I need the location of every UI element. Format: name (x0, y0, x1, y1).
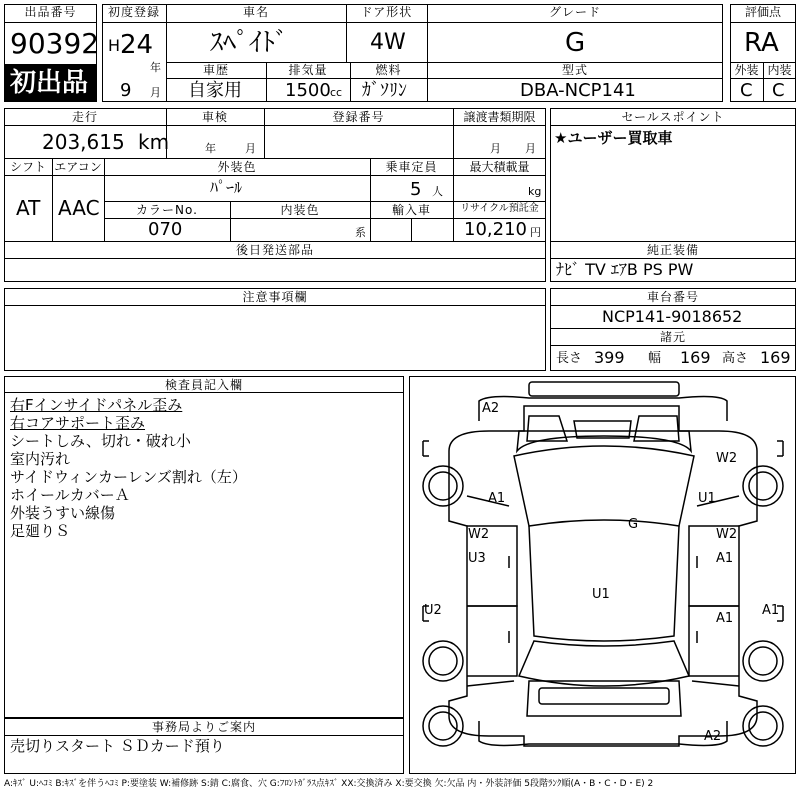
km-unit: km (138, 130, 170, 154)
kei-unit: 系 (355, 226, 366, 239)
sales-point: ★ユーザー買取車 (554, 129, 673, 147)
length-label: 長さ (556, 351, 583, 366)
aircon: AAC (58, 196, 100, 220)
reg-month: 9 (120, 80, 132, 101)
kg-unit: kg (528, 185, 542, 198)
fuel: ｶﾞｿﾘﾝ (362, 80, 407, 101)
damage-left-front-fender: A1 (488, 491, 506, 506)
car-name: ｽﾍﾟｲﾄﾞ (210, 28, 289, 58)
int-color-label: 内装色 (280, 203, 320, 217)
inspector-note-line: サイドウィンカーレンズ割れ（左） (10, 468, 247, 486)
height-label: 高さ (722, 351, 749, 366)
transfer-month-unit: 月 (490, 142, 501, 155)
reg-year: 24 (120, 30, 154, 60)
displacement: 1500 (285, 80, 331, 101)
grade-label: グレード (548, 5, 601, 19)
damage-roof: U1 (592, 587, 610, 602)
damage-right-front-fender: U1 (698, 491, 716, 506)
inspector-label: 検査員記入欄 (164, 378, 243, 392)
car-diagram (409, 376, 796, 774)
interior-label: 内装 (767, 63, 792, 77)
damage-right-front-door: A1 (716, 551, 734, 566)
mileage: 203,615 (42, 130, 125, 154)
rating: RA (744, 28, 779, 58)
era: H (108, 36, 121, 55)
capacity-label: 乗車定員 (385, 160, 438, 174)
displacement-label: 排気量 (288, 63, 328, 77)
lot-number: 90392 (10, 27, 100, 60)
specs-label: 諸元 (659, 330, 686, 344)
first-reg-label: 初度登録 (107, 5, 160, 19)
genuine-equip: ﾅﾋﾞ TV ｴｱB PS PW (556, 260, 694, 279)
grade: G (565, 28, 586, 58)
color-no-label: カラーNo. (136, 203, 198, 217)
fuel-label: 燃料 (375, 63, 402, 77)
inspector-note-line: 右Fインサイドパネル歪み (10, 396, 183, 414)
width: 169 (680, 348, 711, 367)
month-unit: 月 (150, 86, 161, 99)
later-parts-label: 後日発送部品 (235, 243, 314, 257)
car-name-label: 車名 (242, 5, 269, 19)
interior-score: C (772, 80, 785, 101)
max-load-label: 最大積載量 (469, 160, 530, 174)
ext-color-label: 外装色 (217, 160, 257, 174)
length: 399 (594, 348, 625, 367)
sales-point-label: セールスポイント (621, 110, 725, 124)
model-code-label: 型式 (561, 63, 588, 77)
history: 自家用 (188, 80, 242, 101)
shift-label: シフト (9, 160, 46, 174)
transfer-doc-label: 譲渡書類期限 (463, 110, 536, 124)
reg-no-label: 登録番号 (332, 110, 385, 124)
damage-bonnet: G (628, 517, 639, 532)
recycle: 10,210 (464, 219, 527, 240)
rating-label: 評価点 (744, 5, 781, 19)
color-no: 070 (148, 219, 183, 240)
exterior-label: 外装 (734, 63, 759, 77)
chassis-no-label: 車台番号 (646, 290, 699, 304)
legend: A:ｷｽﾞ U:ﾍｺﾐ B:ｷｽﾞを伴うﾍｺﾐ P:要塗装 W:補修跡 S:錆 C:腐食、穴 G:ﾌﾛﾝﾄｶﾞﾗｽ点ｷｽﾞ XX:交換済み X:要交換 欠:欠品 内・外装評価 5段階ﾗﾝｸ順(A・B・C・D・E) 2 (4, 779, 654, 789)
mileage-label: 走行 (71, 110, 98, 124)
recycle-label: リサイクル預託金 (460, 203, 539, 214)
inspector-note-line: 右コアサポート歪み (10, 414, 146, 432)
inspector-note-line: 室内汚れ (10, 450, 71, 468)
transfer-day-unit: 月 (525, 142, 536, 155)
damage-right-rear-quarter: A1 (762, 603, 780, 618)
damage-right-front-wheel: W2 (716, 451, 738, 466)
cc-unit: cc (330, 86, 343, 99)
aircon-label: エアコン (54, 160, 102, 174)
import-label: 輸入車 (391, 203, 431, 217)
damage-left-front-door: U3 (468, 551, 486, 566)
inspector-note-line: 足廻りＳ (10, 522, 71, 540)
damage-front-bumper: A2 (482, 401, 500, 416)
office-note: 売切りスタート ＳＤカード預り (10, 737, 225, 755)
ext-color: ﾊﾟｰﾙ (210, 178, 243, 197)
year-unit: 年 (150, 61, 161, 74)
damage-left-rear-quarter: U2 (424, 603, 442, 618)
person-unit: 人 (432, 185, 443, 198)
inspector-note-line: ホイールカバーＡ (10, 486, 130, 504)
width-label: 幅 (648, 351, 662, 366)
inspector-note-line: シートしみ、切れ・破れ小 (10, 432, 191, 450)
door-type-label: ドア形状 (360, 5, 413, 19)
inspector-notes (10, 396, 400, 540)
chassis-no: NCP141-9018652 (602, 307, 743, 326)
inspector-note-line: 外装うすい線傷 (10, 504, 116, 522)
exterior-score: C (740, 80, 753, 101)
model-code: DBA-NCP141 (520, 80, 636, 101)
inspection-label: 車検 (201, 110, 228, 124)
damage-left-front-door-top: W2 (468, 527, 490, 542)
genuine-equip-label: 純正装備 (646, 243, 699, 257)
first-listing-text: 初出品 (10, 68, 89, 98)
damage-rear-bumper: A2 (704, 729, 722, 744)
shift: AT (16, 196, 41, 220)
history-label: 車歴 (202, 63, 229, 77)
office-label: 事務局よりご案内 (151, 720, 256, 734)
door-type: 4W (370, 30, 406, 55)
inspection-month-unit: 月 (245, 142, 256, 155)
lot-number-label: 出品番号 (24, 5, 77, 19)
height: 169 (760, 348, 791, 367)
yen-unit: 円 (530, 226, 541, 239)
damage-right-front-door-top: W2 (716, 527, 738, 542)
inspection-year-unit: 年 (205, 142, 216, 155)
damage-right-rear-door: A1 (716, 611, 734, 626)
capacity: 5 (410, 179, 422, 200)
notes-label: 注意事項欄 (242, 290, 308, 304)
